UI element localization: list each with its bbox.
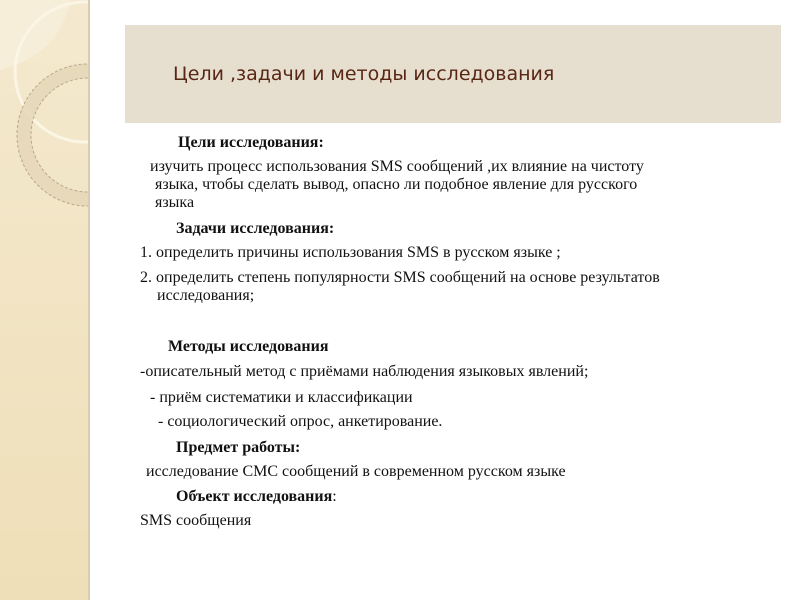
title-box <box>125 25 781 123</box>
goals-line: языка <box>155 194 195 211</box>
task-item: 1. определить причины использования SMS в русском языке ; <box>140 244 561 261</box>
slide-title: Цели ,задачи и методы исследования <box>173 63 555 85</box>
object-heading: Объект исследования <box>176 488 333 505</box>
goals-line: изучить процесс использования SMS сообщений ,их влияние на чистоту <box>150 158 644 175</box>
goals-heading: Цели исследования: <box>178 134 324 151</box>
task-item: 2. определить степень популярности SMS сообщений на основе результатов <box>140 269 660 286</box>
method-item: -описательный метод с приёмами наблюдения языковых явлений; <box>140 363 589 380</box>
task-item: исследования; <box>157 287 255 304</box>
object-heading-line <box>176 488 337 506</box>
subject-heading: Предмет работы: <box>176 439 301 456</box>
methods-heading: Методы исследования <box>168 338 329 355</box>
decorative-side-strip <box>0 0 90 600</box>
method-item: - приём систематики и классификации <box>150 389 413 406</box>
subject-text: исследование СМС сообщений в современном русском языке <box>146 463 566 480</box>
object-text: SMS сообщения <box>140 512 252 529</box>
decorative-circles-icon <box>0 0 88 600</box>
method-item: - социологический опрос, анкетирование. <box>158 413 443 430</box>
tasks-heading: Задачи исследования: <box>176 220 335 237</box>
goals-line: языка, чтобы сделать вывод, опасно ли подобное явление для русского <box>155 176 638 193</box>
object-colon: : <box>332 488 337 505</box>
